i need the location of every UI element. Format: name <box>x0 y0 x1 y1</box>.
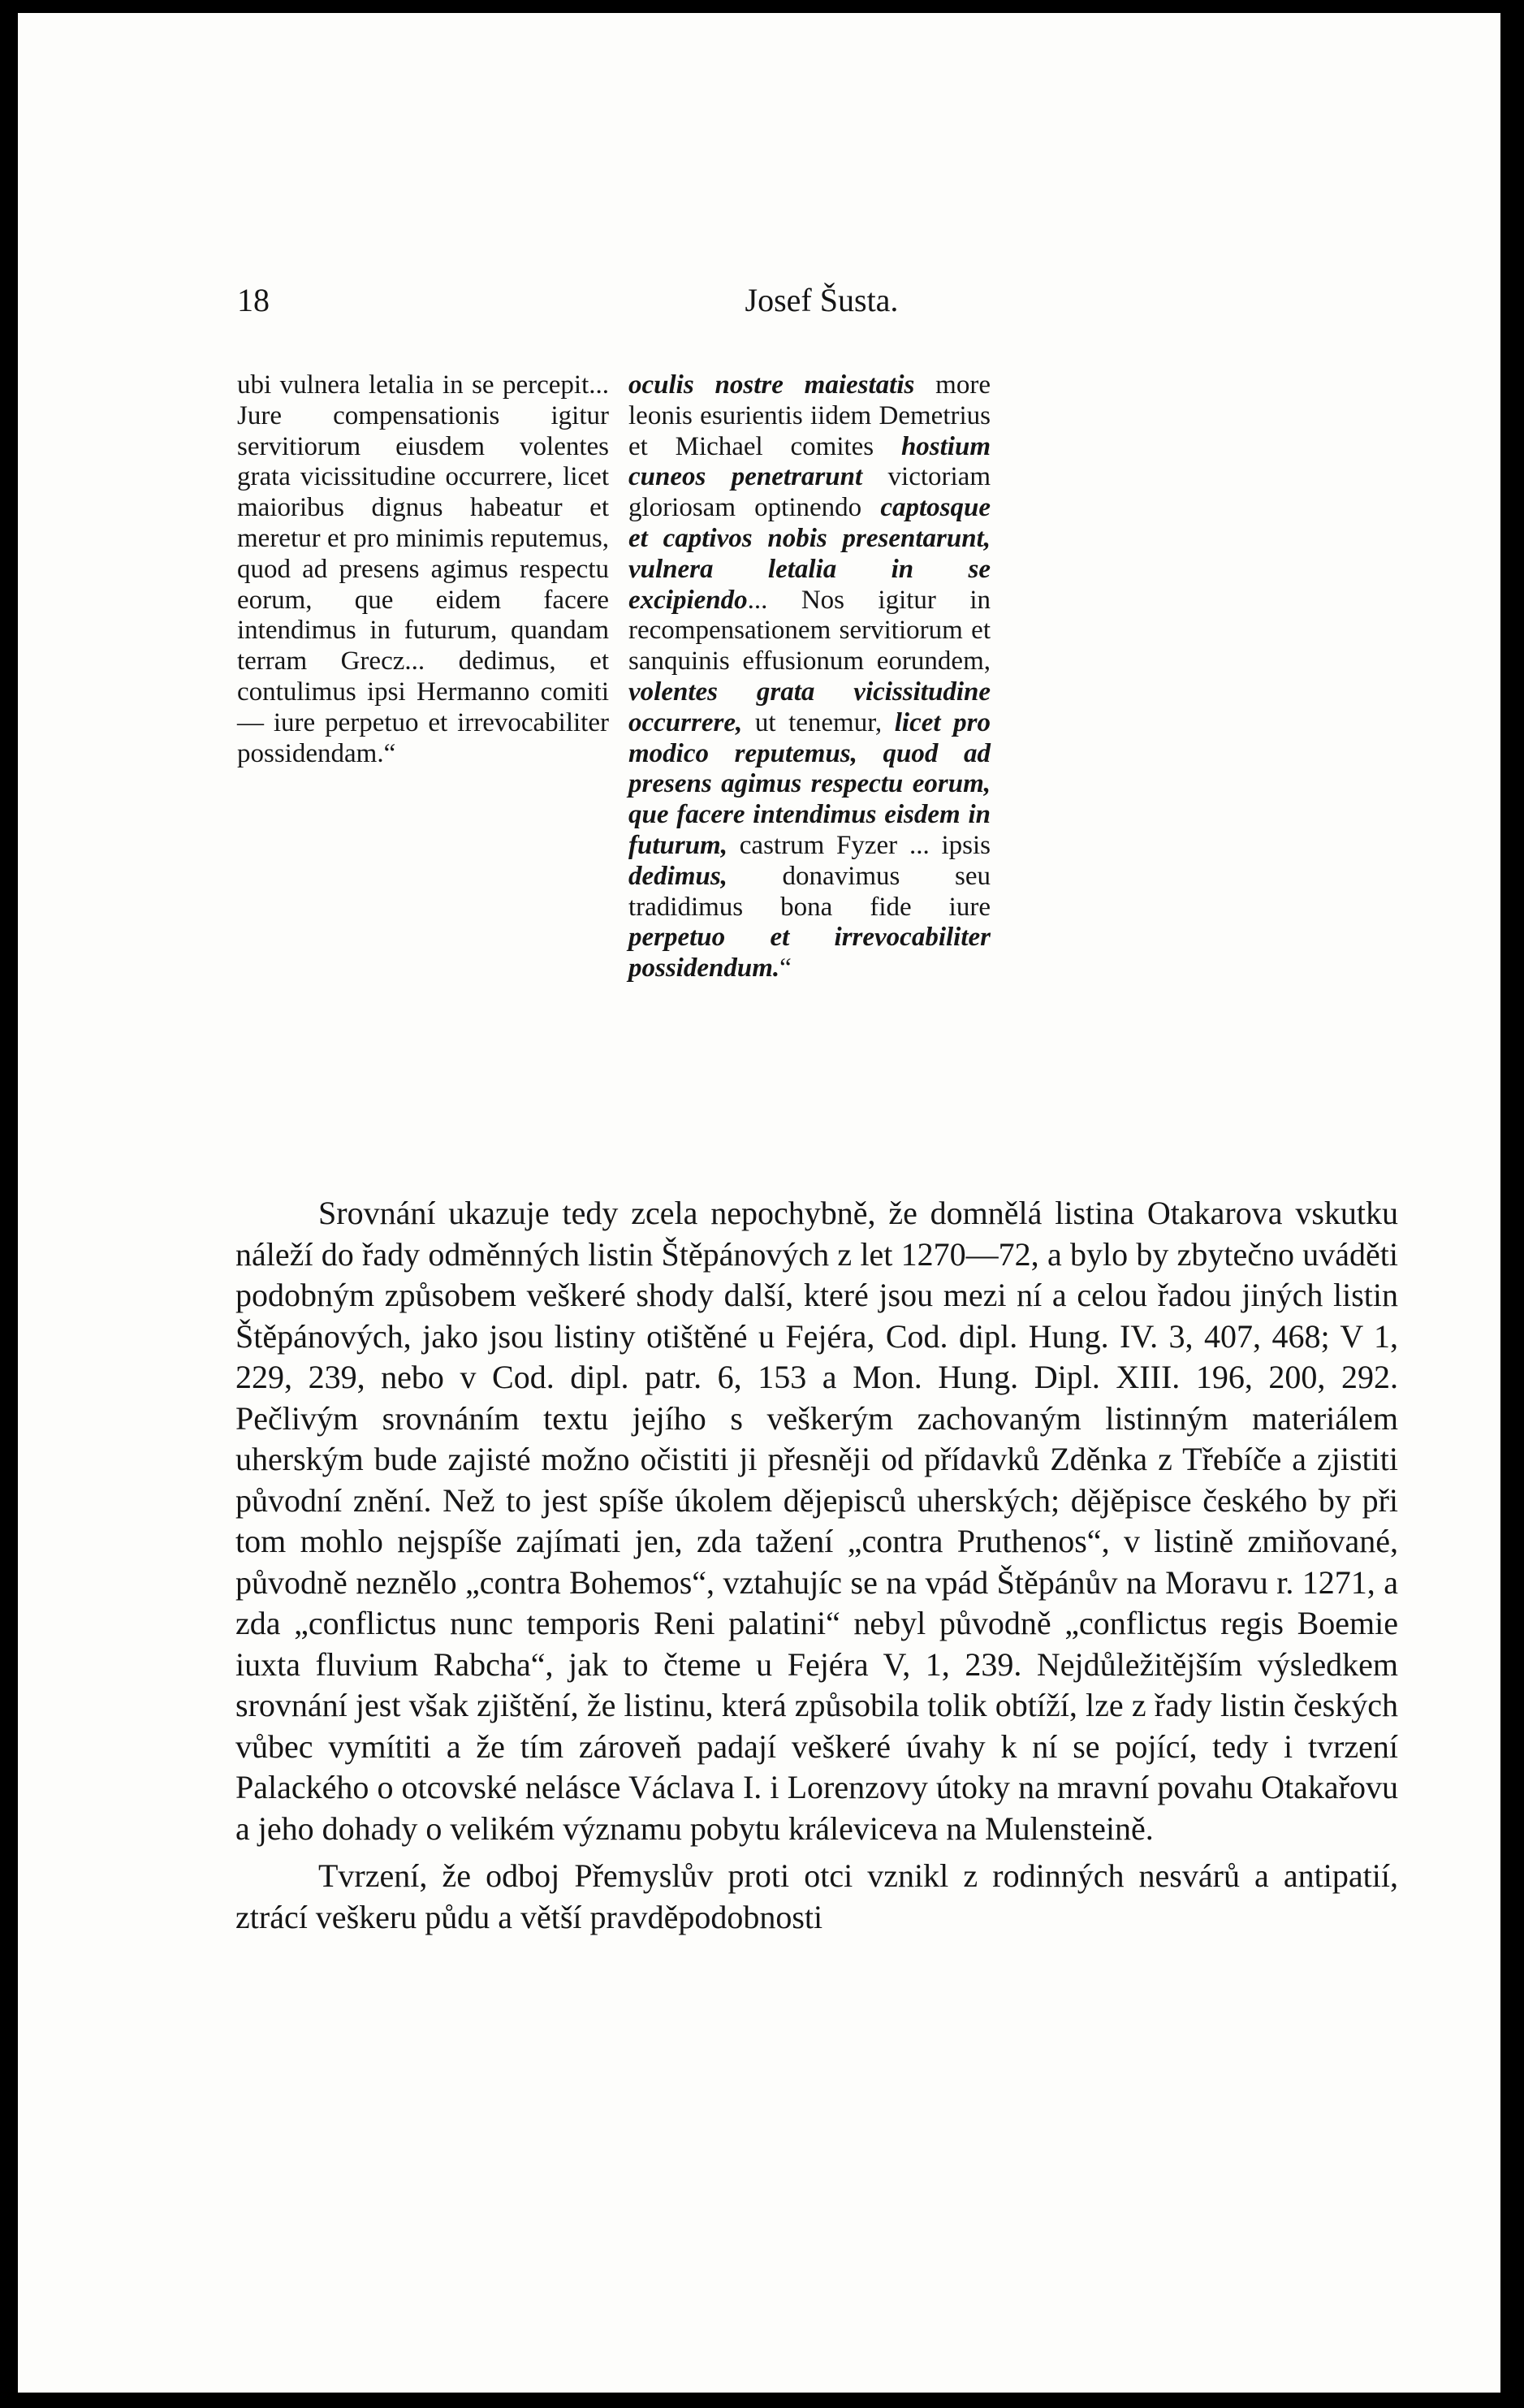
italic-segment: oculis nostre maiestatis <box>628 370 915 400</box>
text-segment: “ <box>779 953 792 984</box>
right-column-text <box>628 370 991 984</box>
left-column <box>237 370 609 769</box>
italic-segment: volentes grata vicissitudine occurrere, <box>628 677 991 737</box>
italic-segment: perpetuo et irrevocabiliter possidendum. <box>628 923 991 984</box>
text-segment: donavimus seu tradidimus bona fide iure <box>628 861 991 922</box>
page <box>18 13 1500 2393</box>
right-column <box>628 370 991 984</box>
text-segment: castrum Fyzer ... ipsis <box>727 830 991 860</box>
text-segment: ut tenemur, <box>742 707 895 737</box>
text-segment: ... Nos igitur in recompensationem servitiorum et sanquinis effusionum eorundem, <box>628 585 991 677</box>
italic-segment: hostium cuneos penetrarunt <box>628 431 991 492</box>
left-column-text: ubi vulnera letalia in se percepit... Jure compensationis igitur servitiorum eiusdem volentes grata vicissitudine occurrere, licet maioribus dignus habeatur et meretur et pro minimis reputemus, quod ad presens agimus respectu eorum, que eidem facere intendimus in futurum, quandam terram Grecz... dedimus, et contulimus ipsi Hermanno comiti — iure perpetuo et irrevocabiliter possidendam.“ <box>237 370 609 768</box>
italic-segment: captosque et captivos nobis presentarunt, vulnera letalia in se excipiendo <box>628 493 991 615</box>
body-text <box>235 1193 1398 1938</box>
running-head: Josef Šusta. <box>745 282 899 318</box>
body-paragraph: Srovnání ukazuje tedy zcela nepochybně, že domnělá listina Otakarova vskutku náleží do řady odměnných listin Štěpánových z let 1270—72, a bylo by zbytečno uváděti podobným způsobem veškeré shody další, které jsou mezi ní a celou řadou jiných listin Štěpánových, jako jsou listiny otištěné u Fejéra, Cod. dipl. Hung. IV. 3, 407, 468; V 1, 229, 239, nebo v Cod. dipl. patr. 6, 153 a Mon. Hung. Dipl. XIII. 196, 200, 292. Pečlivým srovnáním textu jejího s veškerým zachovaným listinným materiálem uherským bude zajisté možno očistiti ji přesněji od přídavků Zděnka z Třebíče a zjistiti původní znění. Než to jest spíše úkolem dějepisců uherských; dějěpisce českého by při tom mohlo nejspíše zajímati jen, zda tažení „contra Pruthenos“, v listině zmiňované, původně neznělo „contra Bohemos“, vztahujíc se na vpád Štěpánův na Moravu r. 1271, a zda „conflictus nunc temporis Reni palatini“ nebyl původně „conflictus regis Boemie iuxta fluvium Rabcha“, jak to čteme u Fejéra V, 1, 239. Nejdůležitějším výsledkem srovnání jest však zjištění, že listinu, která způsobila tolik obtíží, lze z řady listin českých vůbec vymítiti a že tím zároveň padají veškeré úvahy k ní se pojící, tedy i tvrzení Palackého o otcovské nelásce Václava I. i Lorenzovy útoky na mravní povahu Otakařovu a jeho dohady o velikém významu pobytu králeviceva na Mulensteině. <box>235 1195 1398 1847</box>
body-paragraph: Tvrzení, že odboj Přemyslův proti otci vznikl z rodinných nesvárů a antipatií, ztrácí veškeru půdu a větší pravděpodobnosti <box>235 1857 1398 1935</box>
text-segment: victoriam gloriosam optinendo <box>628 462 991 523</box>
page-header <box>237 281 1406 330</box>
italic-segment: licet pro modico reputemus, quod ad presens agimus respectu eorum, que facere intendimus eisdem in futurum, <box>628 707 991 860</box>
italic-segment: dedimus, <box>628 861 727 891</box>
page-number: 18 <box>237 282 270 318</box>
text-segment: more leonis esurientis iidem Demetrius et Michael comites <box>628 370 991 461</box>
